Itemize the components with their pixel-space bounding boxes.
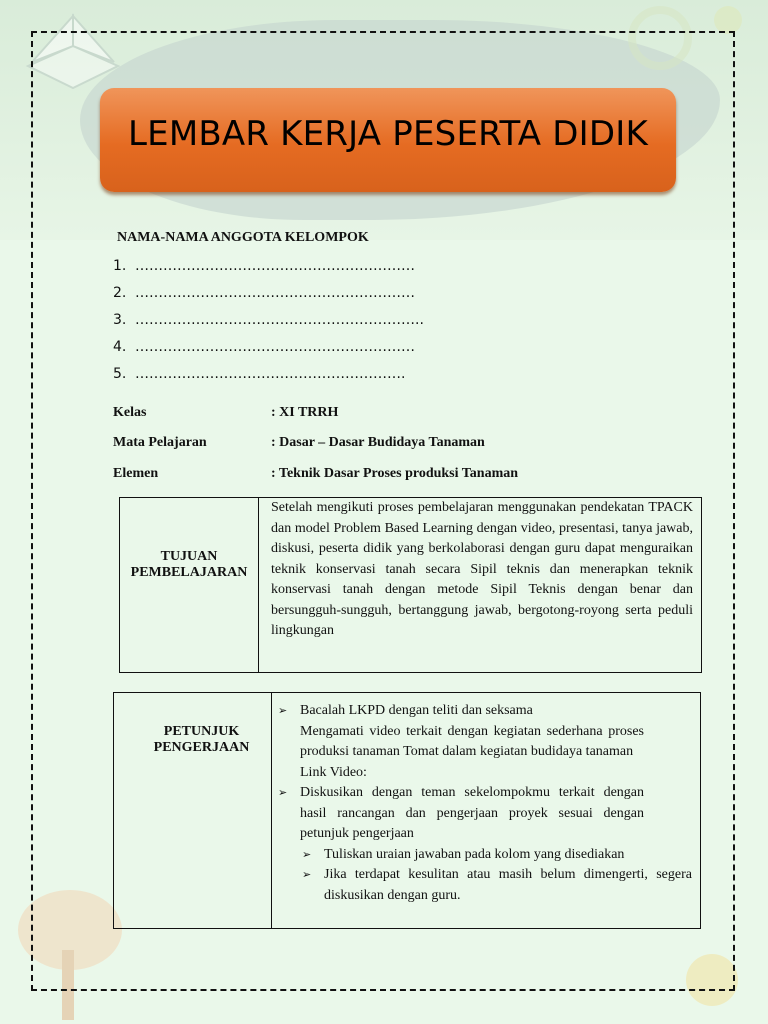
group-heading: NAMA-NAMA ANGGOTA KELOMPOK <box>117 230 369 245</box>
member-line-5: 5. …………………………………………………. <box>113 366 406 382</box>
step-read: ➢ Bacalah LKPD dengan teliti dan seksama <box>300 701 692 722</box>
info-label: Elemen <box>113 466 159 481</box>
title-banner <box>100 88 676 192</box>
member-line-3: 3. …………………………………………………….. <box>113 312 424 328</box>
tujuan-table <box>119 497 702 673</box>
arrow-bullet-icon: ➢ <box>278 786 288 799</box>
petunjuk-label-cell: PETUNJUK PENGERJAAN <box>114 693 272 929</box>
step-discuss: ➢ Diskusikan dengan teman sekelompokmu terkait dengan hasil rancangan dan pengerjaan proyek sesuai dengan petunjuk pengerjaan <box>278 785 644 841</box>
member-line-2: 2. …………………………………………………… <box>113 285 415 301</box>
page-title: LEMBAR KERJA PESERTA DIDIK <box>128 114 648 154</box>
info-label: Mata Pelajaran <box>113 435 207 450</box>
arrow-bullet-icon: ➢ <box>278 704 288 717</box>
info-label: Kelas <box>113 405 147 420</box>
step-read-detail: Mengamati video terkait dengan kegiatan sederhana proses produksi tanaman Tomat dalam kegiatan budidaya tanaman <box>300 723 644 759</box>
step-write: ➢ Tuliskan uraian jawaban pada kolom yang disediakan <box>300 845 692 866</box>
petunjuk-table <box>113 692 701 929</box>
member-line-1: 1. …………………………………………………… <box>113 258 415 274</box>
info-value: : XI TRRH <box>271 405 339 420</box>
tujuan-text-cell <box>259 498 702 673</box>
step-ask: ➢ Jika terdapat kesulitan atau masih belum dimengerti, segera diskusikan dengan guru. <box>302 867 692 903</box>
tujuan-text: Setelah mengikuti proses pembelajaran menggunakan pendekatan TPACK dan model Problem Based Learning dengan video, presentasi, tanya jawab, diskusi, peserta didik yang berkolaborasi dengan guru dapat menguraikan teknik konservasi tanah secara Sipil teknis dan menerapkan teknik konservasi tanah dengan metode Sipil Teknis dengan benar dan bersungguh-sungguh, bertanggung jawab, bergotong-royong serta peduli lingkungan <box>271 500 693 638</box>
tujuan-label-cell: TUJUAN PEMBELAJARAN <box>120 498 259 673</box>
arrow-bullet-icon: ➢ <box>302 868 312 881</box>
member-line-4: 4. …………………………………………………… <box>113 339 415 355</box>
info-value: : Teknik Dasar Proses produksi Tanaman <box>271 466 519 481</box>
link-video-label: Link Video: <box>300 764 367 780</box>
arrow-bullet-icon: ➢ <box>302 847 312 861</box>
info-value: : Dasar – Dasar Budidaya Tanaman <box>271 435 485 450</box>
petunjuk-content-cell <box>272 693 701 929</box>
